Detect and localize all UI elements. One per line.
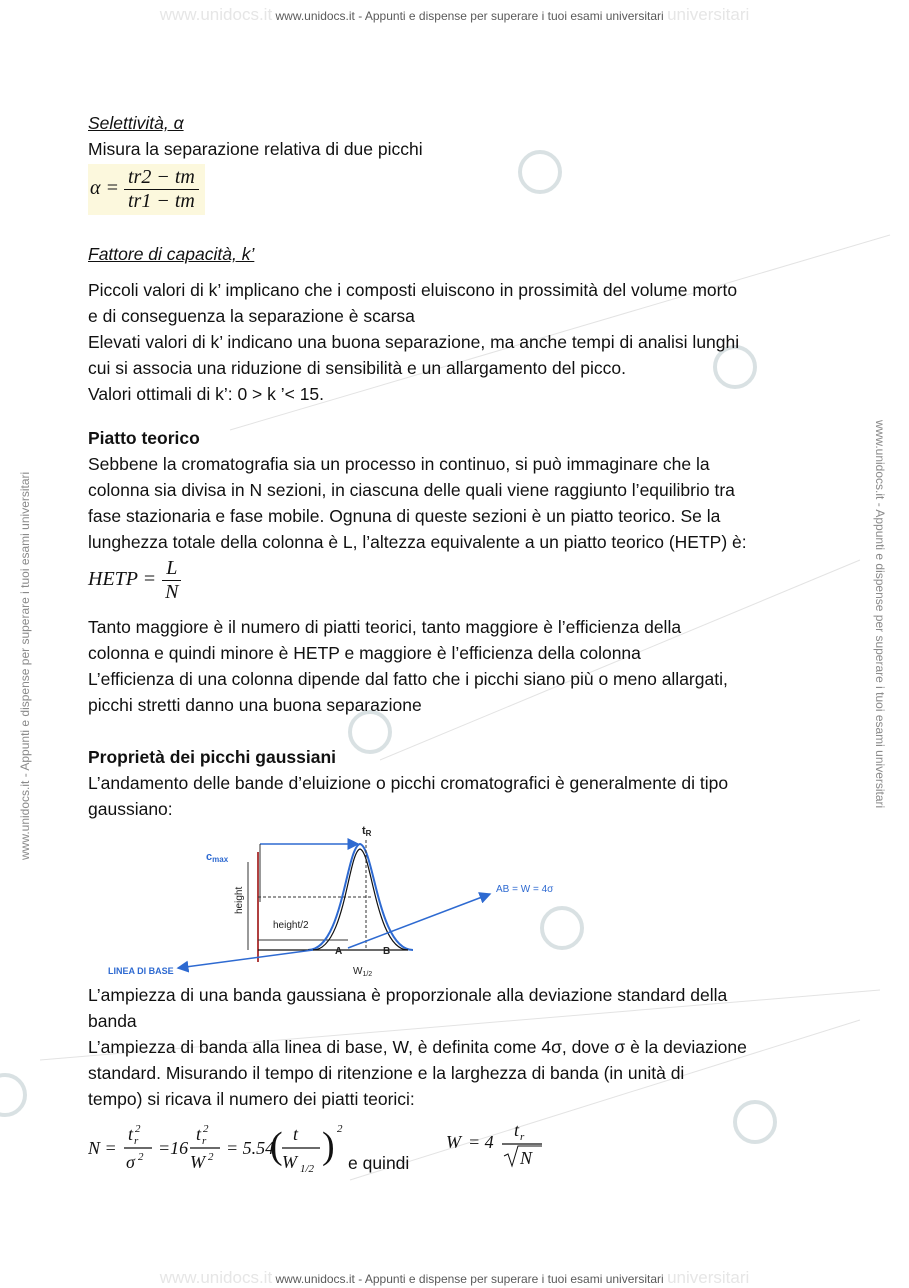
w-formula — [446, 1118, 556, 1178]
heading-capacita: Fattore di capacità, k’ — [88, 244, 255, 264]
gauss-line: L’andamento delle bande d’eluizione o picchi cromatografici è generalmente di tipo — [88, 773, 729, 793]
svg-text:W: W — [446, 1132, 461, 1152]
footer-text: www.unidocs.it - Appunti e dispense per superare i tuoi esami universitari — [275, 1272, 664, 1286]
logo-watermark-icon — [0, 1075, 25, 1115]
svg-text:t: t — [293, 1124, 299, 1144]
footer-ghost-left: www.unidocs.it — [159, 1268, 273, 1287]
capacita-line: Elevati valori di k’ indicano una buona separazione, ma anche tempi di analisi lunghi — [88, 332, 740, 352]
svg-text:t: t — [196, 1124, 202, 1144]
gauss-line: L’ampiezza di una banda gaussiana è proporzionale alla deviazione standard della — [88, 985, 728, 1005]
piatto-line: lunghezza totale della colonna è L, l’altezza equivalente a un piatto teorico (HETP) è: — [88, 532, 747, 552]
piatto-line: Tanto maggiore è il numero di piatti teorici, tanto maggiore è l’efficienza della — [88, 617, 682, 637]
diagram-tr: t — [362, 825, 366, 837]
alpha-denominator: tr1 − tm — [128, 190, 195, 212]
svg-text:t: t — [514, 1120, 520, 1140]
capacita-line: e di conseguenza la separazione è scarsa — [88, 306, 415, 326]
svg-text:): ) — [322, 1125, 335, 1167]
diagram-b: B — [383, 946, 391, 957]
diagram-tr-sub: R — [365, 829, 372, 838]
svg-text:W: W — [282, 1152, 297, 1172]
page-footer — [0, 1268, 909, 1288]
svg-text:r: r — [520, 1131, 525, 1143]
diagram-w-half: W — [353, 966, 363, 977]
hetp-lhs: HETP = — [88, 568, 157, 591]
capacita-line: Valori ottimali di k’: 0 > k ’< 15. — [88, 384, 325, 404]
hetp-formula — [88, 557, 828, 604]
header-text: www.unidocs.it - Appunti e dispense per superare i tuoi esami universitari — [275, 9, 664, 23]
document-body — [88, 110, 828, 1178]
svg-text:N: N — [520, 1148, 533, 1168]
svg-text:1/2: 1/2 — [300, 1163, 315, 1175]
alpha-lhs: α = — [90, 177, 119, 200]
svg-text:t: t — [128, 1124, 134, 1144]
plates-formulas — [88, 1118, 828, 1178]
piatto-line: L’efficienza di una colonna dipende dal fatto che i picchi siano più o meno allargati, — [88, 669, 728, 689]
piatto-line: colonna e quindi minore è HETP e maggiore è l’efficienza della colonna — [88, 643, 641, 663]
svg-text:2: 2 — [337, 1123, 343, 1135]
hetp-numerator: L — [162, 557, 181, 581]
diagram-cmax-sub: max — [212, 855, 229, 864]
header-ghost-left: www.unidocs.it — [159, 5, 273, 24]
diagram-ab: AB = W = 4σ — [496, 884, 554, 895]
svg-text:=16: =16 — [158, 1138, 189, 1158]
piatto-line: Sebbene la cromatografia sia un processo in continuo, si può immaginare che la — [88, 454, 710, 474]
alpha-formula — [88, 164, 205, 215]
gauss-line: L’ampiezza di banda alla linea di base, W, è definita come 4σ, dove σ è la deviazione — [88, 1037, 747, 1057]
heading-selettivita: Selettività, α — [88, 113, 184, 133]
svg-text:2: 2 — [135, 1123, 141, 1135]
svg-text:r: r — [202, 1135, 207, 1147]
diagram-height: height — [234, 886, 245, 914]
side-watermark-right: www.unidocs.it - Appunti e dispense per superare i tuoi esami universitari — [873, 420, 887, 809]
capacita-line: cui si associa una riduzione di sensibilità e un allargamento del picco. — [88, 358, 626, 378]
svg-text:2: 2 — [138, 1151, 144, 1163]
piatto-line: picchi stretti danno una buona separazione — [88, 695, 422, 715]
svg-text:N =: N = — [88, 1138, 117, 1158]
alpha-numerator: tr2 − tm — [124, 166, 199, 190]
e-quindi-text: e quindi — [348, 1153, 410, 1173]
svg-text:= 5.54: = 5.54 — [226, 1138, 275, 1158]
heading-gauss: Proprietà dei picchi gaussiani — [88, 747, 336, 767]
diagram-baseline-label: LINEA DI BASE — [108, 966, 174, 976]
svg-text:= 4: = 4 — [468, 1132, 494, 1152]
gauss-line: tempo) si ricava il numero dei piatti teorici: — [88, 1089, 415, 1109]
gauss-line: gaussiano: — [88, 799, 173, 819]
svg-text:cmax — [206, 851, 229, 864]
diagram-cmax: c — [206, 851, 213, 863]
heading-piatto: Piatto teorico — [88, 428, 200, 448]
svg-text:W: W — [190, 1152, 205, 1172]
hetp-denominator: N — [165, 581, 179, 603]
capacita-line: Piccoli valori di k’ implicano che i composti eluiscono in prossimità del volume morto — [88, 280, 738, 300]
diagram-w-half-sub: 1/2 — [362, 971, 373, 978]
piatto-line: fase stazionaria e fase mobile. Ognuna di queste sezioni è un piatto teorico. Se la — [88, 506, 721, 526]
page-header — [0, 5, 909, 25]
piatto-line: colonna sia divisa in N sezioni, in ciascuna delle quali viene raggiunto l’equilibrio tra — [88, 480, 735, 500]
footer-ghost-right: universitari — [667, 1268, 750, 1287]
gaussian-peak-diagram — [108, 822, 588, 982]
header-ghost-right: universitari — [667, 5, 750, 24]
svg-text:tR — [362, 825, 372, 838]
svg-text:r: r — [134, 1135, 139, 1147]
gauss-line: banda — [88, 1011, 137, 1031]
svg-text:σ: σ — [126, 1152, 135, 1172]
gauss-line: standard. Misurando il tempo di ritenzione e la larghezza di banda (in unità di — [88, 1063, 685, 1083]
svg-text:2: 2 — [208, 1151, 214, 1163]
selettivita-text: Misura la separazione relativa di due picchi — [88, 139, 423, 159]
diagram-half-height: height/2 — [273, 920, 309, 931]
svg-text:W1/2 — [353, 966, 372, 978]
svg-text:(: ( — [270, 1125, 283, 1167]
diagram-a: A — [335, 946, 343, 957]
n-plates-formula — [88, 1118, 348, 1178]
svg-text:2: 2 — [203, 1123, 209, 1135]
side-watermark-left: www.unidocs.it - Appunti e dispense per superare i tuoi esami universitari — [18, 471, 32, 860]
